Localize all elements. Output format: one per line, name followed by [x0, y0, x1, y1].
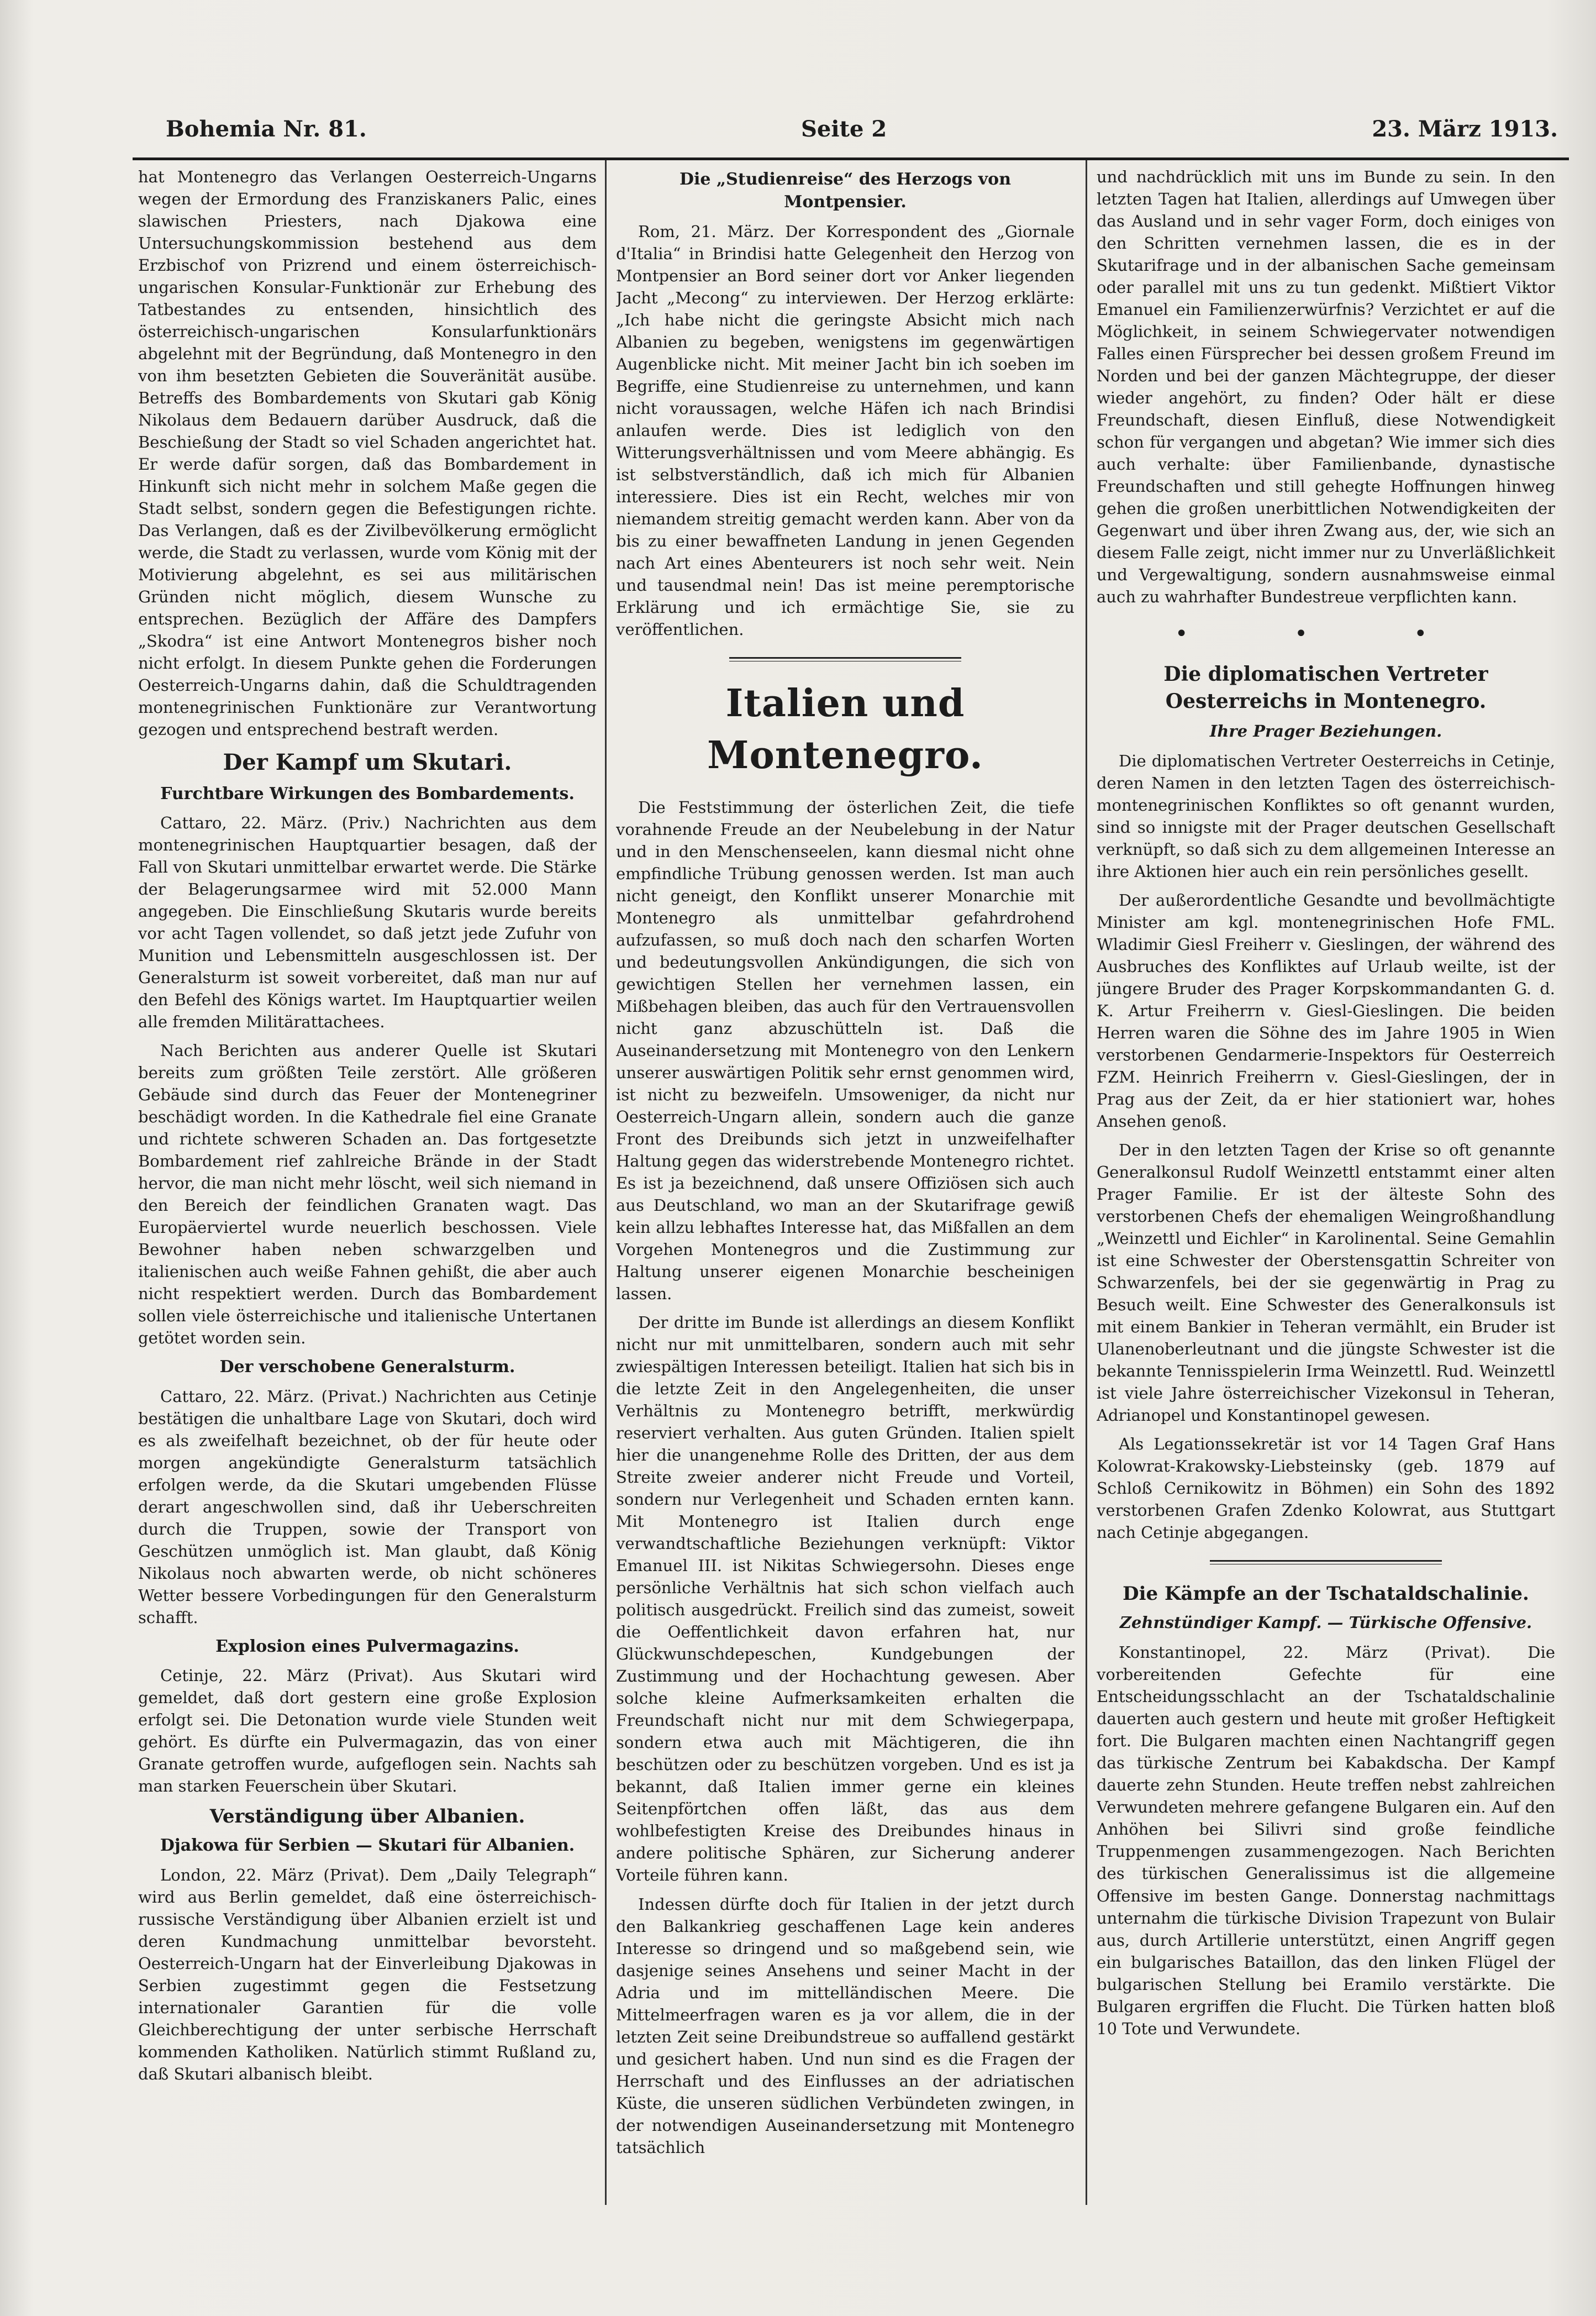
article-text: hat Montenegro das Verlangen Oesterreich-Ungarns wegen der Ermordung des Franziskaners Palic, eines slawischen Priesters, nach Djakowa eine Untersuchungskommission bestehend aus dem Erzbischof von Prizrend und einem österreichisch-ungarischen Konsular-Funktionär zur Erhebung des Tatbestandes zu entsenden, hinsichtlich des österreichisch-ungarischen Konsularfunktionärs abgelehnt mit der Begründung, daß Montenegro in den von ihm besetzten Gebieten die Souveränität ausübe. Betreffs des Bombardements von Skutari gab König Nikolaus dem Bedauern darüber Ausdruck, daß die Beschießung der Stadt so viel Schaden angerichtet hat. Er werde dafür sorgen, daß das Bombardement in Hinkunft sich nicht mehr in solchem Maße gegen die Stadt selbst, sondern gegen die Befestigungen richte. Das Verlangen, daß es der Zivilbevölkerung ermöglicht werde, die Stadt zu verlassen, wurde vom König mit der Motivierung abgelehnt, es sei aus militärischen Gründen nicht möglich, diesem Wunsche zu entsprechen. Bezüglich der Affäre des Dampfers „Skodra“ ist eine Antwort Montenegros bisher noch nicht erfolgt. In diesem Punkte gehen die Forderungen Oesterreich-Ungarns dahin, daß die Schuldtragenden montenegrinischen Funktionäre zur Verantwortung gezogen und entsprechend bestraft werden.	[138, 167, 597, 739]
article-heading: Die diplomatischen Vertreter Oesterreichs in Montenegro.	[1163, 662, 1488, 713]
header-rule	[133, 157, 1569, 160]
article-subheading: Explosion eines Pulvermagazins.	[215, 1636, 519, 1656]
article-text: Als Legationssekretär ist vor 14 Tagen Graf Hans Kolowrat-Krakowsky-Liebsteinsky (geb. 1879 auf Schloß Cernikowitz in Böhmen) ein Sohn des 1892 verstorbenen Grafen Zdenko Kolowrat, aus Stuttgart nach Cetinje abgegangen.	[1097, 1435, 1555, 1542]
article-text: Indessen dürfte doch für Italien in der jetzt durch den Balkankrieg geschaffenen Lage kein anderes Interesse so dringend und so maßgebend sein, wie dasjenige seines Ansehens und seiner Macht in der Adria und im mittelländischen Meere. Die Mittelmeerfragen waren es ja vor allem, die in der letzten Zeit seine Dreibundstreue so auffallend gestärkt und gesichert haben. Und nun sind es die Fragen der Herrschaft und des Einflusses an der adriatischen Küste, die unseren südlichen Verbündeten zwingen, in der notwendigen Auseinandersetzung mit Montenegro tatsächlich	[616, 1894, 1074, 2157]
article-heading: Der Kampf um Skutari.	[223, 749, 512, 776]
article-text: Cetinje, 22. März (Privat). Aus Skutari wird gemeldet, daß dort gestern eine große Explosion erfolgt sei. Die Detonation wurde viele Stunden weit gehört. Es dürfte ein Pulvermagazin, das von einer Granate getroffen wurde, aufgeflogen sein. Nachts sah man starken Feuerschein über Skutari.	[138, 1666, 597, 1796]
article-text: London, 22. März (Privat). Dem „Daily Telegraph“ wird aus Berlin gemeldet, daß eine österreichisch-russische Verständigung über Albanien erzielt ist und deren Kundmachung unmittelbar bevorsteht. Oesterreich-Ungarn hat der Einverleibung Djakowas in Serbien zugestimmt gegen die Festsetzung internationaler Garantien für die volle Gleichberechtigung der unter serbische Herrschaft kommenden Katholiken. Natürlich stimmt Rußland zu, daß Skutari albanisch bleibt.	[138, 1865, 597, 2083]
article-text: Der dritte im Bunde ist allerdings an diesem Konflikt nicht nur mit unmittelbaren, sondern auch mit sehr zwiespältigen Interessen beteiligt. Italien hat sich bis in die letzte Zeit in den Angelegenheiten, die unser Verhältnis zu Montenegro betrifft, merkwürdig reserviert verhalten. Aus guten Gründen. Italien spielt hier die unangenehme Rolle des Dritten, der aus dem Streite zweier anderer nicht Freude und Vorteil, sondern nur Verlegenheit und Schaden ernten kann. Mit Montenegro ist Italien durch enge verwandtschaftliche Beziehungen verknüpft: Viktor Emanuel III. ist Nikitas Schwiegersohn. Dieses enge persönliche Verhältnis hat sich schon vielfach auch politisch ausgedrückt. Freilich sind das zumeist, soweit die Oeffentlichkeit davon erfahren hat, nur Glückwunschdepeschen, Kundgebungen der Zustimmung und der Hochachtung gewesen. Aber solche kleine Aufmerksamkeiten erhalten die Freundschaft nicht nur mit dem Schwiegerpapa, sondern etwa auch mit Mächtigeren, die ihn beschützen oder zu beschützen vorgeben. Und es ist ja bekannt, daß Italien immer gerne ein kleines Seitenpförtchen offen läßt, das aus dem wohlbefestigten Kreise des Dreibundes hinaus in andere politische Sphären, zur Sicherung anderer Vorteile führen kann.	[616, 1313, 1074, 1885]
article-subheading: Furchtbare Wirkungen des Bombardements.	[160, 784, 575, 803]
section-separator	[1210, 1560, 1442, 1564]
article-heading: Die Kämpfe an der Tschataldschalinie.	[1123, 1583, 1529, 1605]
column-divider-1	[605, 160, 607, 2205]
article-text: Der in den letzten Tagen der Krise so oft genannte Generalkonsul Rudolf Weinzettl entstammt einer alten Prager Familie. Er ist der älteste Sohn des verstorbenen Chefs der ehemaligen Weingroßhandlung „Weinzettl und Eichler“ in Karolinental. Seine Gemahlin ist eine Schwester der Oberstensgattin Schreiter von Schwarzenfels, bei der sie gegenwärtig in Prag zu Besuch weilt. Eine Schwester des Generalkonsuls ist mit einem Bankier in Teheran vermählt, ein Bruder ist Ulanenoberleutnant und die jüngste Schwester ist die bekannte Tennisspielerin Irma Weinzettl. Rud. Weinzettl ist viele Jahre österreichischer Vizekonsul in Teheran, Adrianopel und Konstantinopel gewesen.	[1097, 1141, 1555, 1425]
article-text: Der außerordentliche Gesandte und bevollmächtigte Minister am kgl. montenegrinischen Hofe FML. Wladimir Giesl Freiherr v. Gieslingen, der während des Ausbruches des Konfliktes auf Urlaub weilte, ist der jüngere Bruder des Prager Korpskommandanten G. d. K. Artur Freiherrn v. Giesl-Gieslingen. Die beiden Herren waren die Söhne des im Jahre 1905 in Wien verstorbenen Gendarmerie-Inspektors für Oesterreich FZM. Heinrich Freiherrn v. Giesl-Gieslingen, der in Prag aus der Zeit, da er hier stationiert war, hohes Ansehen genoß.	[1097, 890, 1555, 1131]
article-heading-main: Italien und Montenegro.	[707, 681, 983, 778]
article-text: Konstantinopel, 22. März (Privat). Die vorbereitenden Gefechte für eine Entscheidungsschlacht an der Tschataldschalinie dauerten auch gestern und heute mit großer Heftigkeit fort. Die Bulgaren machten einen Nachtangriff gegen das türkische Zentrum bei Kabakdscha. Der Kampf dauerte zehn Stunden. Heute treffen nebst zahlreichen Verwundeten mehrere gefangene Bulgaren ein. Auf den Anhöhen bei Silivri sind große feindliche Truppenmengen zusammengezogen. Nach Berichten des türkischen Generalissimus ist die allgemeine Offensive im besten Gange. Donnerstag nachmittags unternahm die türkische Division Trapezunt von Bulair aus, durch Artillerie unterstützt, einen Angriff gegen ein bulgarisches Bataillon, das den linken Flügel der bulgarischen Stellung bei Eramilo verstärkte. Die Bulgaren ergriffen die Flucht. Die Türken hatten bloß 10 Tote und Verwundete.	[1097, 1643, 1555, 2038]
header-page-number: Seite 2	[801, 116, 887, 142]
header-issue: Bohemia Nr. 81.	[166, 116, 367, 142]
column-divider-2	[1086, 160, 1087, 2205]
page-header	[166, 116, 1558, 155]
article-text: und nachdrücklich mit uns im Bunde zu sein. In den letzten Tagen hat Italien, allerdings auf Umwegen über das Ausland und in sehr vager Form, doch einiges von den Schritten vernehmen lassen, die es in der Skutarifrage und in der albanischen Sache gemeinsam oder parallel mit uns zu tun gedenkt. Mißtiert Viktor Emanuel ein Familienzerwürfnis? Verzichtet er auf die Möglichkeit, in seinem Schwiegervater notwendigen Falles einen Fürsprecher bei dessen großem Freund im Norden und bei der ganzen Mächtegruppe, der dieser wieder angehört, zu finden? Oder hält er diese Freundschaft, diesen Einfluß, diese Notwendigkeit schon für vergangen und abgetan? Wie immer sich dies auch verhalte: über Familienbande, dynastische Freundschaften und still gehegte Hoffnungen hinweg gehen die großen unerbittlichen Notwendigkeiten der Gegenwart und über ihren Zwang aus, der, wie sich an diesem Falle zeigt, nicht immer nur zu Unverläßlichkeit und Vergewaltigung, sondern ausnahmsweise einmal auch zu wahrhafter Bundestreue verpflichten kann.	[1097, 167, 1555, 607]
article-heading: Die „Studienreise“ des Herzogs von Montpensier.	[679, 170, 1011, 212]
article-text: Cattaro, 22. März. (Priv.) Nachrichten aus dem montenegrinischen Hauptquartier besagen, daß der Fall von Skutari unmittelbar erwartet werde. Die Stärke der Belagerungsarmee wird mit 52.000 Mann angegeben. Die Einschließung Skutaris wurde bereits vor acht Tagen vollendet, so daß jetzt jede Zufuhr von Munition und Lebensmitteln ausgeschlossen ist. Der Generalsturm ist soweit vorbereitet, daß man nur auf den Befehl des Königs wartet. Im Hauptquartier weilen alle fremden Militärattachees.	[138, 813, 597, 1032]
article-text: Rom, 21. März. Der Korrespondent des „Giornale d'Italia“ in Brindisi hatte Gelegenheit den Herzog von Montpensier an Bord seiner dort vor Anker liegenden Jacht „Mecong“ zu interviewen. Der Herzog erklärte: „Ich habe nicht die geringste Absicht mich nach Albanien zu begeben, wenigstens im gegenwärtigen Augenblicke nicht. Mit meiner Jacht bin ich soeben im Begriffe, eine Studienreise zu unternehmen, und kann nicht voraussagen, welche Häfen ich nach Brindisi anlaufen werde. Dies ist lediglich von den Witterungsverhältnissen und vom Meere abhängig. Es ist selbstverständlich, daß ich mich für Albanien interessiere. Dies ist ein Recht, welches mir von niemandem streitig gemacht werden kann. Aber von da bis zu einer bewaffneten Landung in jenen Gegenden nach Art eines Abenteurers ist noch sehr weit. Nein und tausendmal nein! Das ist meine peremptorische Erklärung und ich ermächtige Sie, sie zu veröffentlichen.	[616, 222, 1074, 639]
header-date: 23. März 1913.	[1372, 116, 1558, 142]
column-2	[616, 166, 1074, 2183]
article-text: Cattaro, 22. März. (Privat.) Nachrichten aus Cetinje bestätigen die unhaltbare Lage von Skutari, doch wird es als zweifelhaft bezeichnet, ob der für heute oder morgen angekündigte Generalsturm tatsächlich erfolgen werde, da die Skutari umgebenden Flüsse derart angeschwollen sind, daß ihr Ueberschreiten durch die Truppen, sowie der Transport von Geschützen unmöglich ist. Man glaubt, daß König Nikolaus noch abwarten werde, ob nicht schöneres Wetter bessere Vorbedingungen für den Generalsturm schafft.	[138, 1387, 597, 1627]
column-1	[138, 166, 597, 2183]
article-subheading: Djakowa für Serbien — Skutari für Albanien.	[160, 1836, 575, 1856]
section-separator	[729, 657, 961, 661]
article-heading: Verständigung über Albanien.	[209, 1805, 525, 1828]
article-text: Nach Berichten aus anderer Quelle ist Skutari bereits zum größten Teile zerstört. Alle größeren Gebäude sind durch das Feuer der Montenegriner beschädigt worden. In die Kathedrale fiel eine Granate und richtete schweren Schaden an. Das fortgesetzte Bombardement rief zahlreiche Brände in der Stadt hervor, die man nicht mehr löscht, weil sich niemand in den Bereich der feindlichen Granaten wagt. Das Europäerviertel wurde neuerlich beschossen. Viele Bewohner haben neben schwarzgelben und italienischen auch weiße Fahnen gehißt, die aber auch nicht respektiert werden. Durch das Bombardement sollen viele österreichische und italienische Untertanen getötet worden sein.	[138, 1041, 597, 1348]
article-text: Die Feststimmung der österlichen Zeit, die tiefe vorahnende Freude an der Neubelebung in der Natur und in den Menschenseelen, kann diesmal nicht ohne empfindliche Trübung genossen werden. Ist man auch nicht geneigt, den Konflikt unserer Monarchie mit Montenegro als unmittelbar gefahrdrohend aufzufassen, so muß doch nach den scharfen Worten und bedeutungsvollen Ankündigungen, die sich von gewichtigen Stellen her vernehmen lassen, ein Mißbehagen bleiben, das auch für den Vertrauensvollen nicht ganz abzuschütteln ist. Daß die Auseinandersetzung mit Montenegro von den Lenkern unserer auswärtigen Politik sehr ernst genommen wird, ist nicht zu bezweifeln. Umsoweniger, da nicht nur Oesterreich-Ungarn allein, sondern auch die ganze Front des Dreibunds sich jetzt in unzweifelhafter Haltung gegen das widerstrebende Montenegro richtet. Es ist ja bezeichnend, daß unsere Offiziösen sich auch aus Deutschland, wo man an der Skutarifrage gewiß kein allzu lebhaftes Interesse hat, das Mißfallen an dem Vorgehen Montenegros und die Zustimmung zur Haltung unserer eigenen Monarchie bescheinigen lassen.	[616, 797, 1074, 1304]
article-subheading: Ihre Prager Beziehungen.	[1209, 721, 1442, 741]
article-subheading: Der verschobene Generalsturm.	[219, 1357, 515, 1377]
article-subheading: Zehnstündiger Kampf. — Türkische Offensive.	[1119, 1613, 1532, 1632]
article-text: Die diplomatischen Vertreter Oesterreichs in Cetinje, deren Namen in den letzten Tagen des österreichisch-montenegrinischen Konfliktes so oft genannt wurden, sind so innigste mit der Prager deutschen Gesellschaft verknüpft, so daß sich zu dem allgemeinen Interesse an ihre Aktionen hier auch ein rein persönliches gesellt.	[1097, 751, 1555, 881]
section-dots: • • •	[1174, 621, 1477, 647]
column-3	[1097, 166, 1555, 2183]
